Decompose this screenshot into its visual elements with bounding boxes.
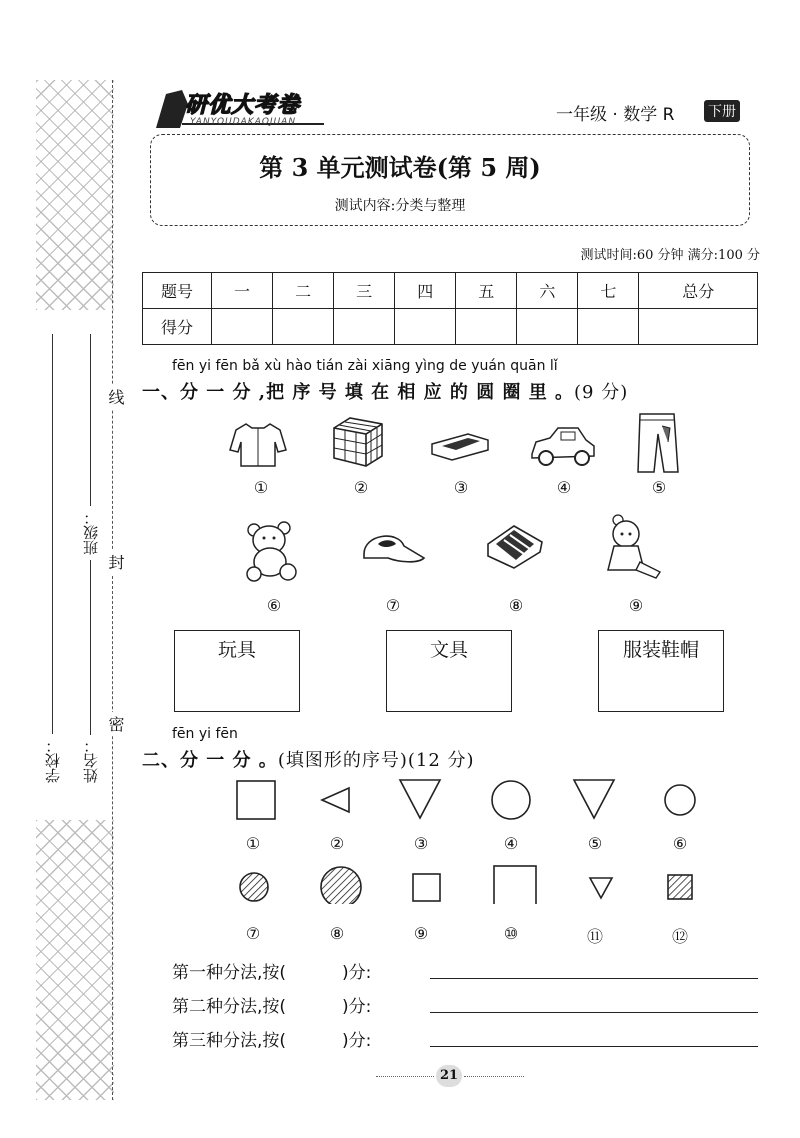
shape-number-8: ⑧: [329, 924, 345, 943]
toy-car-icon: [528, 424, 598, 468]
school-line: [52, 334, 53, 734]
method-row-1: [172, 958, 371, 983]
page-dots-left: [376, 1076, 434, 1077]
school-label: 学校：: [44, 738, 62, 783]
shape-number-11: ⑪: [586, 927, 603, 946]
shape-number-12: ⑫: [671, 927, 688, 946]
category-label: 玩具: [217, 639, 256, 661]
category-box-clothing[interactable]: [598, 630, 724, 712]
shape-number-10: ⑩: [503, 924, 519, 943]
method-row-2: [172, 992, 371, 1017]
table-cell: 总分: [639, 273, 758, 309]
table-cell: 五: [456, 273, 517, 309]
item-number-8: ⑧: [508, 596, 524, 615]
score-cell[interactable]: [273, 309, 334, 345]
shape-9-square: [413, 874, 440, 901]
eraser-icon: [484, 522, 546, 572]
score-cell[interactable]: [456, 309, 517, 345]
score-cell[interactable]: [517, 309, 578, 345]
cut-line: [112, 80, 113, 1100]
table-cell: 一: [212, 273, 273, 309]
class-label: 班级：: [82, 510, 100, 555]
page-dots-right: [464, 1076, 524, 1077]
q1-title: [142, 378, 628, 404]
table-cell: 题号: [143, 273, 212, 309]
shape-6-circle: [665, 785, 695, 815]
shape-number-4: ④: [503, 834, 519, 853]
doll-icon: [604, 512, 664, 582]
shape-number-7: ⑦: [245, 924, 261, 943]
category-label: 服装鞋帽: [622, 639, 699, 661]
method-suffix: )分:: [342, 963, 372, 983]
score-cell[interactable]: [578, 309, 639, 345]
table-cell: 得分: [143, 309, 212, 345]
score-cell[interactable]: [639, 309, 758, 345]
shape-11-triangle: [590, 878, 612, 898]
category-box-toys[interactable]: [174, 630, 300, 712]
q2-title-text: 二、分 一 分 。: [142, 750, 278, 771]
q2-pinyin: fēn yi fēn: [172, 726, 238, 742]
method-prefix: 第三种分法,按(: [172, 1031, 287, 1051]
shirt-icon: [228, 420, 288, 470]
binding-pattern-bottom: [36, 820, 114, 1100]
score-cell[interactable]: [395, 309, 456, 345]
shape-number-9: ⑨: [413, 924, 429, 943]
category-box-stationery[interactable]: [386, 630, 512, 712]
grade-subject: 一年级 · 数学 R: [556, 105, 675, 125]
seal-word-secret: 密: [104, 712, 127, 736]
shape-10-square: [494, 866, 536, 904]
test-content: 测试内容:分类与整理: [334, 198, 466, 214]
shape-4-circle: [492, 781, 530, 819]
shapes-figure: [210, 774, 730, 904]
q2-points: (12 分): [407, 750, 475, 771]
table-cell: 四: [395, 273, 456, 309]
q1-title-text: 一、分 一 分 ,把 序 号 填 在 相 应 的 圆 圈 里 。: [142, 382, 574, 403]
name-label: 姓名：: [82, 738, 100, 783]
shape-7-hatched-circle: [240, 873, 268, 901]
q1-points: (9 分): [574, 382, 629, 403]
shape-1-square: [237, 781, 275, 819]
item-number-9: ⑨: [628, 596, 644, 615]
shape-12-hatched-square: [668, 875, 692, 899]
shape-3-triangle: [400, 780, 440, 818]
score-cell[interactable]: [334, 309, 395, 345]
shape-number-6: ⑥: [672, 834, 688, 853]
method-answer-line-3[interactable]: [430, 1046, 758, 1047]
shape-number-2: ②: [329, 834, 345, 853]
rubik-cube-icon: [330, 414, 386, 470]
score-table-header-row: [143, 273, 758, 309]
table-cell: 七: [578, 273, 639, 309]
method-prefix: 第一种分法,按(: [172, 963, 287, 983]
shape-5-triangle: [574, 780, 614, 818]
q1-pinyin: fēn yi fēn bǎ xù hào tián zài xiāng yìng de yuán quān lǐ: [172, 358, 558, 374]
table-cell: 六: [517, 273, 578, 309]
category-label: 文具: [429, 639, 468, 661]
method-suffix: )分:: [342, 997, 372, 1017]
shape-number-5: ⑤: [587, 834, 603, 853]
shape-8-hatched-circle: [321, 867, 361, 904]
shape-2-triangle: [322, 788, 349, 812]
pencil-sharpener-icon: [428, 426, 492, 466]
teddy-bear-icon: [242, 520, 302, 582]
item-number-1: ①: [253, 478, 269, 497]
method-answer-line-1[interactable]: [430, 978, 758, 979]
page-title: 第 3 单元测试卷(第 5 周): [259, 153, 541, 182]
table-cell: 三: [334, 273, 395, 309]
score-table-score-row: [143, 309, 758, 345]
method-prefix: 第二种分法,按(: [172, 997, 287, 1017]
seal-word-seal: 封: [104, 550, 127, 574]
shape-number-1: ①: [245, 834, 261, 853]
seal-word-line: 线: [104, 385, 127, 409]
method-row-3: [172, 1026, 371, 1051]
q2-title: [142, 746, 475, 772]
time-and-score-info: 测试时间:60 分钟 满分:100 分: [580, 248, 760, 263]
pants-icon: [632, 412, 682, 476]
logo-text: 研优大考卷: [185, 93, 301, 118]
score-cell[interactable]: [212, 309, 273, 345]
method-answer-line-2[interactable]: [430, 1012, 758, 1013]
shape-number-3: ③: [413, 834, 429, 853]
class-line: [90, 334, 91, 506]
item-number-5: ⑤: [651, 478, 667, 497]
item-number-4: ④: [556, 478, 572, 497]
cap-icon: [358, 528, 428, 568]
score-table: [142, 272, 758, 345]
item-number-6: ⑥: [266, 596, 282, 615]
name-line: [90, 560, 91, 735]
item-number-2: ②: [353, 478, 369, 497]
item-number-3: ③: [453, 478, 469, 497]
method-suffix: )分:: [342, 1031, 372, 1051]
logo-subtext: YANYOUDAKAOJUAN: [190, 117, 297, 127]
q2-instruction: (填图形的序号): [277, 750, 408, 771]
term-badge: 下册: [704, 100, 740, 122]
page-number: 21: [436, 1065, 462, 1087]
item-number-7: ⑦: [385, 596, 401, 615]
table-cell: 二: [273, 273, 334, 309]
